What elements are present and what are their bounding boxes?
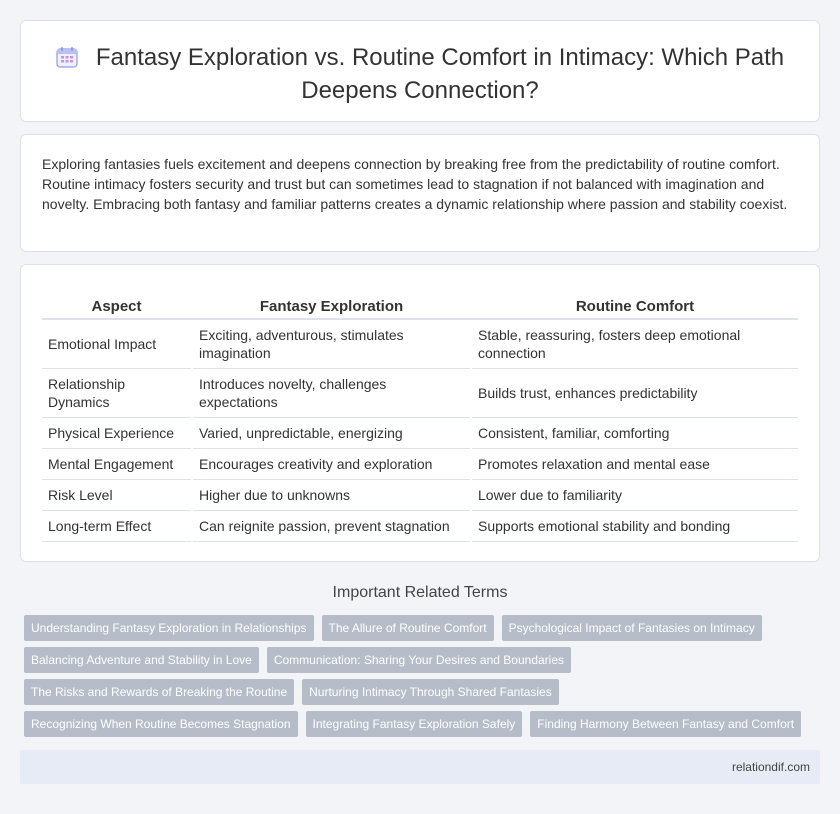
- footer: [20, 750, 820, 784]
- intro-paragraph: Exploring fantasies fuels excitement and deepens connection by breaking free from the predictability of routine comfort. Routine intimacy fosters security and trust but can sometimes lead to stagnation if not balanced with imagination and novelty. Embracing both fantasy and familiar patterns creates a dynamic relationship where passion and stability coexist.: [42, 156, 788, 212]
- title-card: [20, 20, 820, 122]
- table-cell: Physical Experience: [42, 417, 192, 448]
- related-terms-title: Important Related Terms: [332, 584, 508, 601]
- table-cell: Can reignite passion, prevent stagnation: [192, 510, 471, 541]
- table-cell: Long-term Effect: [42, 510, 192, 541]
- header-fantasy: Fantasy Exploration: [192, 295, 471, 319]
- table-cell: Builds trust, enhances predictability: [471, 368, 798, 417]
- table-row: [42, 510, 798, 541]
- table-cell: Mental Engagement: [42, 448, 192, 479]
- comparison-card: [20, 264, 820, 562]
- table-cell: Exciting, adventurous, stimulates imagination: [192, 319, 471, 368]
- table-cell: Supports emotional stability and bonding: [471, 510, 798, 541]
- page-title: Fantasy Exploration vs. Routine Comfort in Intimacy: Which Path Deepens Connection?: [21, 43, 819, 106]
- related-term-tag[interactable]: Finding Harmony Between Fantasy and Comfort: [530, 711, 801, 737]
- related-term-tag[interactable]: Psychological Impact of Fantasies on Intimacy: [502, 615, 762, 641]
- table-cell: Relationship Dynamics: [42, 368, 192, 417]
- table-row: [42, 319, 798, 368]
- table-row: [42, 479, 798, 510]
- table-cell: Lower due to familiarity: [471, 479, 798, 510]
- table-cell: Emotional Impact: [42, 319, 192, 368]
- calendar-icon: [56, 46, 78, 76]
- comparison-table: [42, 295, 798, 542]
- table-row: [42, 417, 798, 448]
- header-aspect: Aspect: [42, 295, 192, 319]
- table-cell: Stable, reassuring, fosters deep emotional connection: [471, 319, 798, 368]
- table-cell: Varied, unpredictable, energizing: [192, 417, 471, 448]
- intro-card: [20, 134, 820, 252]
- related-term-tag[interactable]: Communication: Sharing Your Desires and Boundaries: [267, 647, 571, 673]
- related-term-tag[interactable]: Understanding Fantasy Exploration in Relationships: [24, 615, 314, 641]
- table-cell: Introduces novelty, challenges expectations: [192, 368, 471, 417]
- table-header-row: [42, 295, 798, 319]
- footer-site-link[interactable]: relationdif.com: [731, 760, 810, 774]
- table-cell: Promotes relaxation and mental ease: [471, 448, 798, 479]
- related-term-tag[interactable]: The Risks and Rewards of Breaking the Routine: [24, 679, 294, 705]
- related-term-tag[interactable]: The Allure of Routine Comfort: [322, 615, 494, 641]
- related-terms-list: [24, 615, 824, 743]
- table-cell: Risk Level: [42, 479, 192, 510]
- table-row: [42, 368, 798, 417]
- table-cell: Consistent, familiar, comforting: [471, 417, 798, 448]
- related-term-tag[interactable]: Balancing Adventure and Stability in Love: [24, 647, 259, 673]
- table-row: [42, 448, 798, 479]
- related-term-tag[interactable]: Nurturing Intimacy Through Shared Fantasies: [302, 679, 559, 705]
- header-routine: Routine Comfort: [471, 295, 798, 319]
- table-cell: Encourages creativity and exploration: [192, 448, 471, 479]
- related-term-tag[interactable]: Integrating Fantasy Exploration Safely: [306, 711, 523, 737]
- related-term-tag[interactable]: Recognizing When Routine Becomes Stagnation: [24, 711, 298, 737]
- table-cell: Higher due to unknowns: [192, 479, 471, 510]
